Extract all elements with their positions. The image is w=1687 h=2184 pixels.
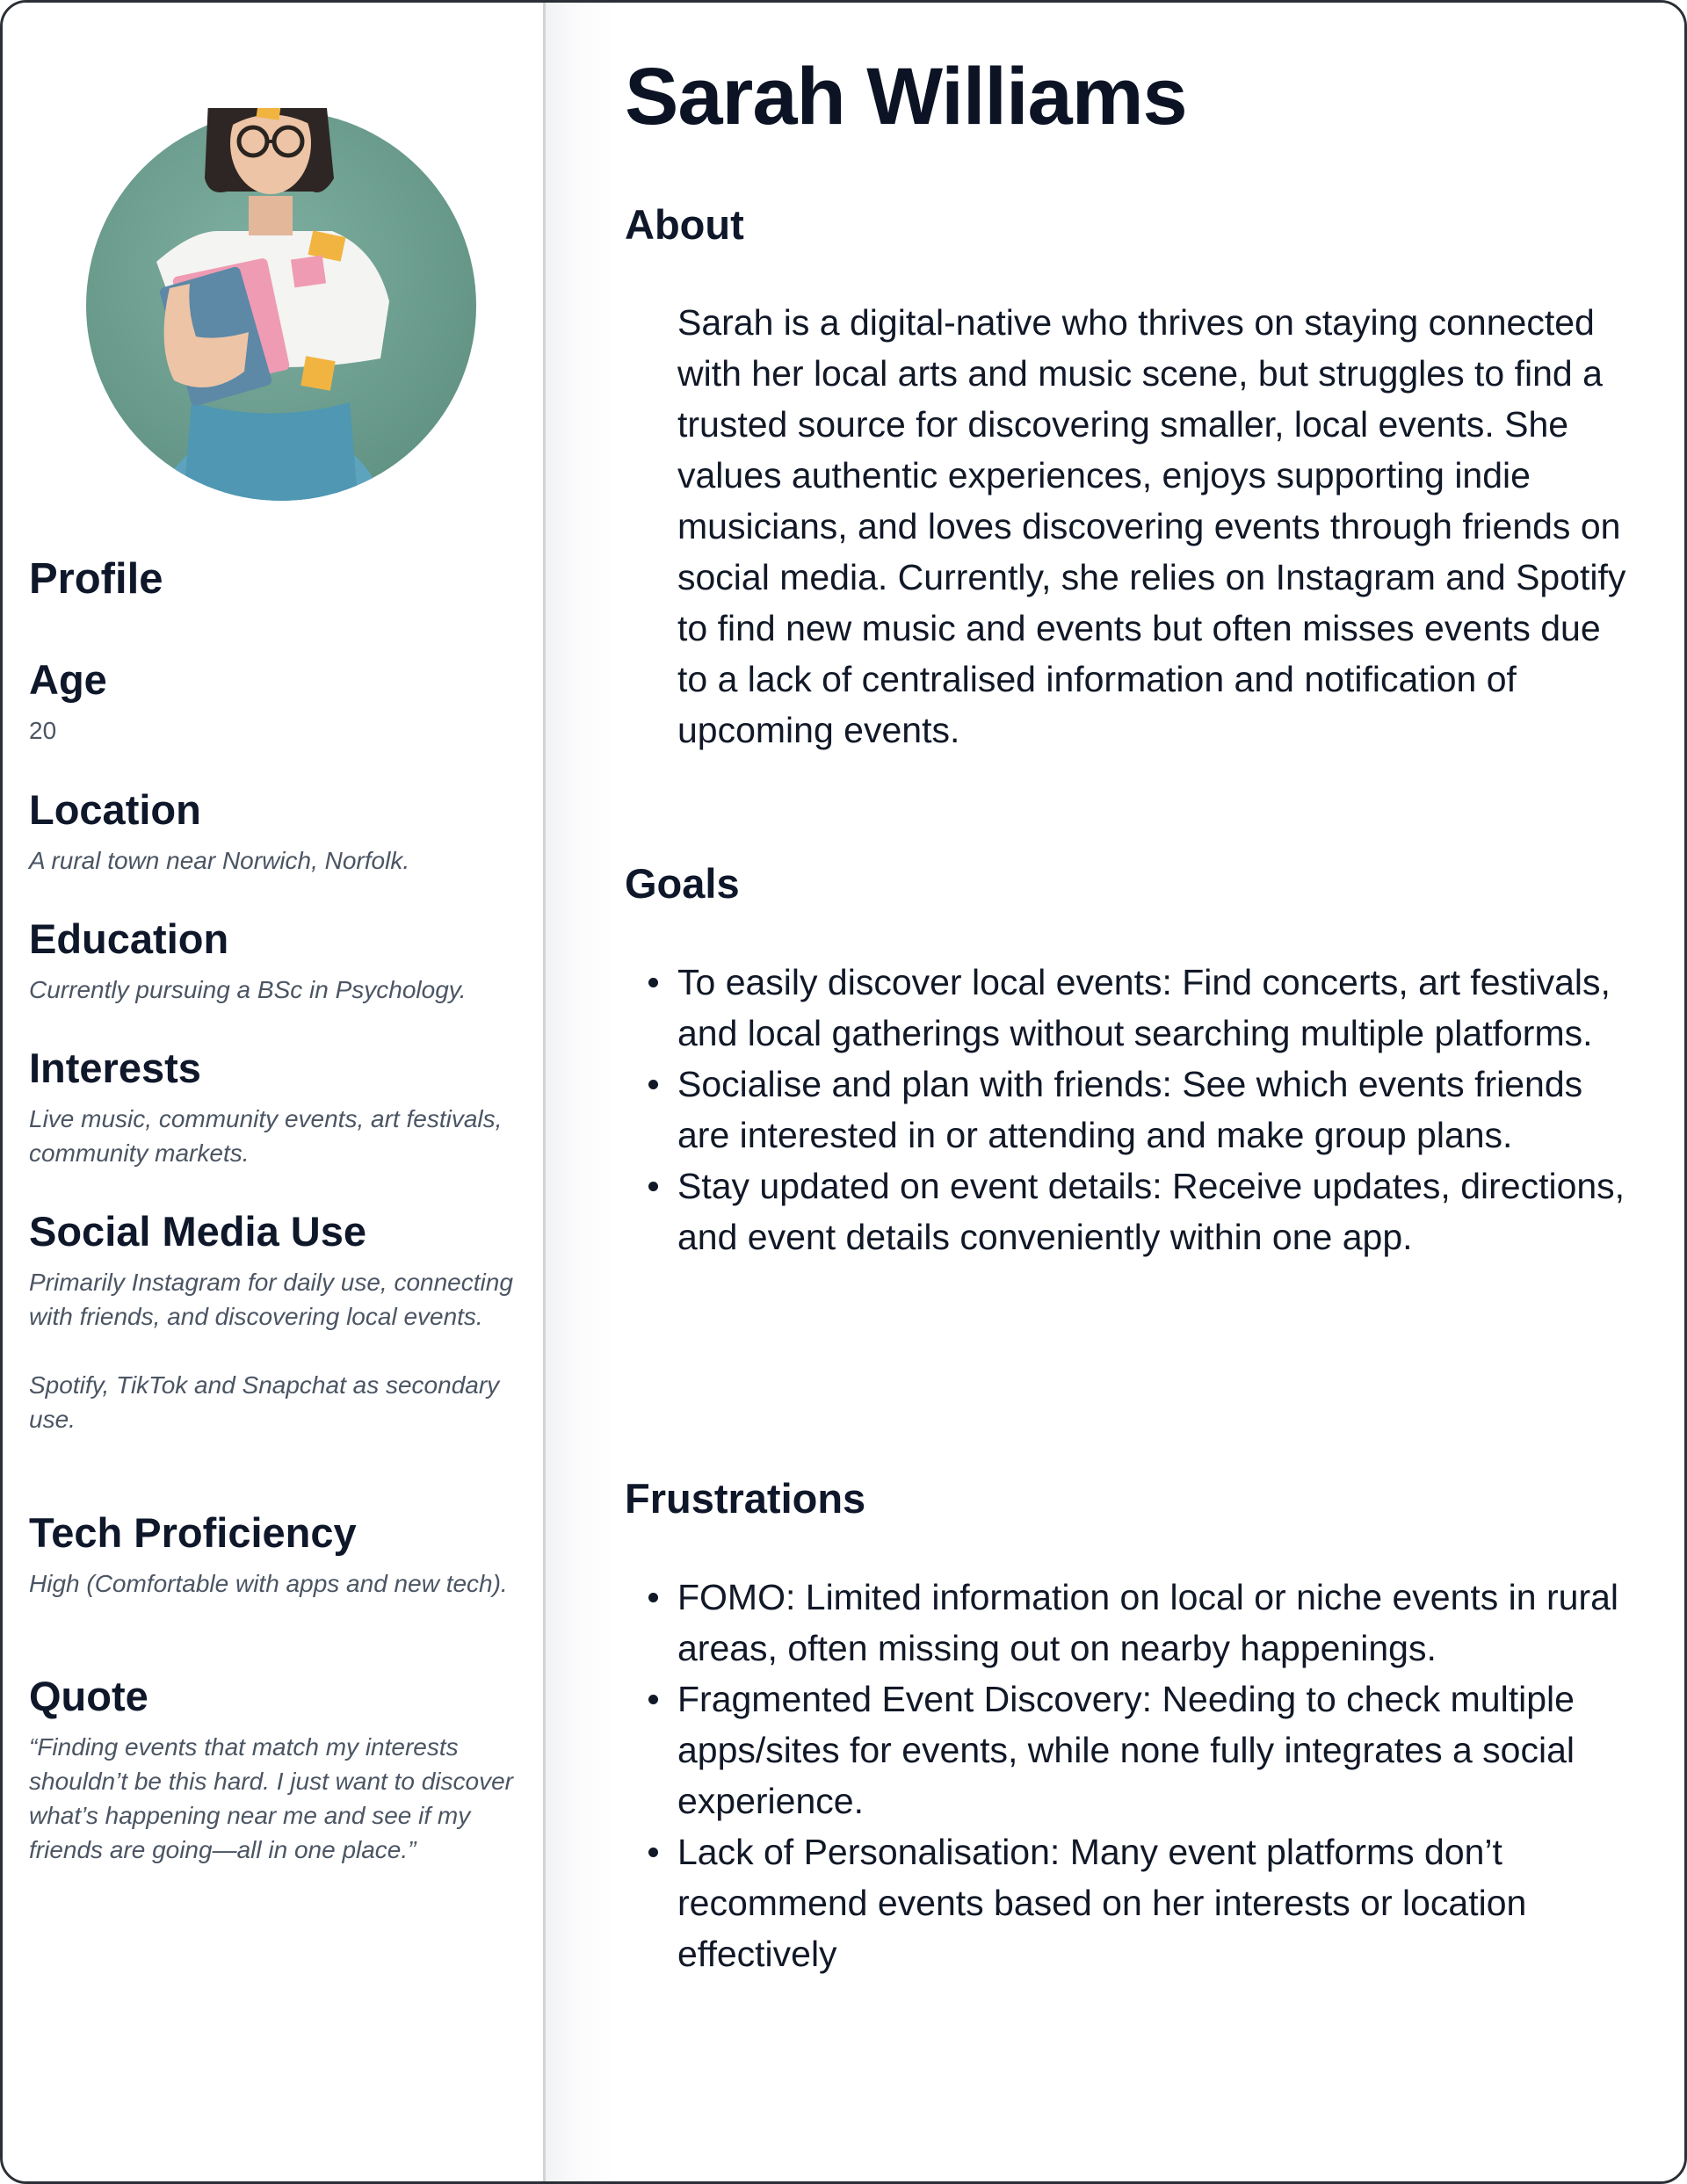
frustrations-list	[677, 1572, 1644, 1979]
about-text: Sarah is a digital-native who thrives on staying connected with her local arts and music scene, but struggles to find a trusted source for discovering smaller, local events. She values authentic experiences, enjoys supporting indie musicians, and loves discovering events through friends on social media. Currently, she relies on Instagram and Spotify to find new music and events but often misses events due to a lack of centralised information and notification of upcoming events.	[677, 302, 1626, 750]
field-value: Live music, community events, art festivals, community markets.	[29, 1104, 503, 1167]
quote-text: “Finding events that match my interests shouldn’t be this hard. I just want to discover what’s happening near me and see if my friends are going—all in one place.”	[29, 1732, 513, 1863]
list-item: To easily discover local events: Find concerts, art festivals, and local gatherings without searching multiple platforms.	[677, 957, 1644, 1059]
persona-name: Sarah Williams	[625, 52, 1187, 141]
field-value: High (Comfortable with apps and new tech).	[29, 1569, 508, 1597]
list-item: Lack of Personalisation: Many event platforms don’t recommend events based on her interests or location effectively	[677, 1826, 1644, 1979]
goals-list	[677, 957, 1644, 1262]
list-item: Socialise and plan with friends: See which events friends are interested in or attending and make group plans.	[677, 1059, 1644, 1161]
about-heading: About	[625, 201, 744, 248]
profile-sidebar	[3, 3, 546, 2181]
profile-field-location	[29, 787, 521, 878]
goals-heading: Goals	[625, 860, 740, 907]
profile-field-quote	[29, 1674, 521, 1867]
list-item: Fragmented Event Discovery: Needing to check multiple apps/sites for events, while none fully integrates a social experience.	[677, 1674, 1644, 1826]
field-value: A rural town near Norwich, Norfolk.	[29, 846, 410, 874]
field-label: Quote	[29, 1673, 148, 1719]
field-label: Education	[29, 915, 229, 962]
field-label: Tech Proficiency	[29, 1509, 357, 1556]
profile-field-tech	[29, 1510, 521, 1601]
field-value: Currently pursuing a BSc in Psychology.	[29, 975, 467, 1003]
list-item: FOMO: Limited information on local or niche events in rural areas, often missing out on nearby happenings.	[677, 1572, 1644, 1674]
profile-heading-section	[29, 556, 521, 604]
field-value: Primarily Instagram for daily use, connecting with friends, and discovering local events. Spotify, TikTok and Snapchat as secondary use.	[29, 1268, 513, 1433]
field-label: Interests	[29, 1045, 201, 1091]
profile-field-age	[29, 657, 521, 748]
frustrations-heading: Frustrations	[625, 1475, 866, 1522]
persona-main	[546, 3, 1687, 2181]
profile-field-education	[29, 916, 521, 1007]
field-label: Social Media Use	[29, 1208, 366, 1255]
profile-field-social-media	[29, 1209, 521, 1436]
field-label: Location	[29, 786, 201, 833]
field-value: 20	[29, 716, 57, 744]
profile-field-interests	[29, 1045, 521, 1170]
field-label: Age	[29, 656, 107, 703]
profile-heading: Profile	[29, 555, 163, 603]
persona-avatar	[86, 108, 477, 508]
list-item: Stay updated on event details: Receive updates, directions, and event details conveniently within one app.	[677, 1161, 1644, 1262]
